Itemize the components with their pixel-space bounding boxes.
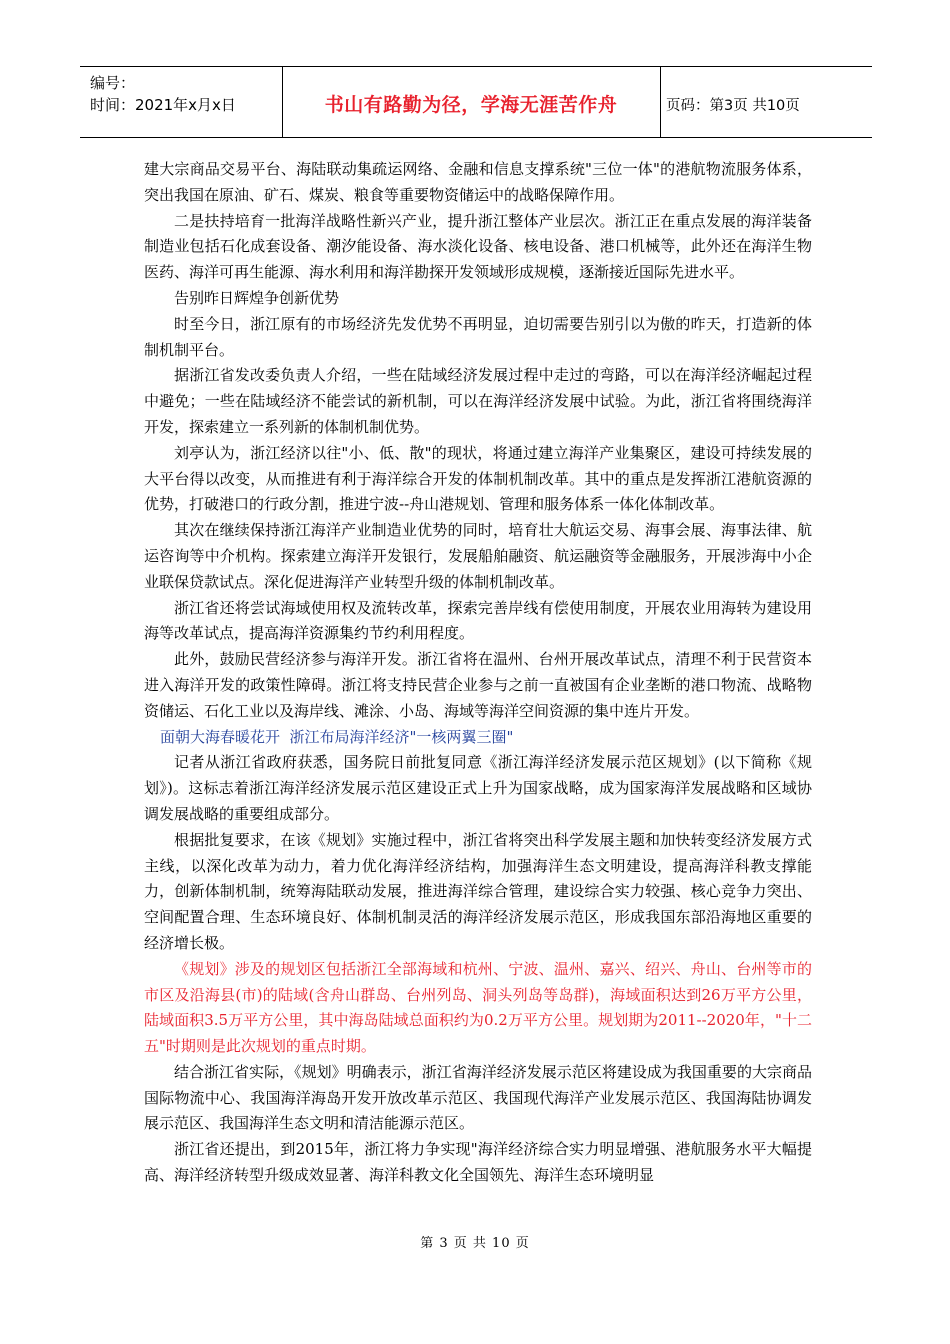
paragraph: 建大宗商品交易平台、海陆联动集疏运网络、金融和信息支撑系统"三位一体"的港航物流服务体系，突出我国在原油、矿石、煤炭、粮食等重要物资储运中的战略保障作用。 <box>144 160 812 204</box>
paragraph: 其次在继续保持浙江海洋产业制造业优势的同时，培育壮大航运交易、海事会展、海事法律、航运咨询等中介机构。探索建立海洋开发银行，发展船舶融资、航运融资等金融服务，开展涉海中小企业联保贷款试点。深化促进海洋产业转型升级的体制机制改革。 <box>144 521 812 591</box>
paragraph: 记者从浙江省政府获悉，国务院日前批复同意《浙江海洋经济发展示范区规划》(以下简称《规划》)。这标志着浙江海洋经济发展示范区建设正式上升为国家战略，成为国家海洋发展战略和区域协调发展战略的重要组成部分。 <box>144 753 812 823</box>
page-header <box>80 66 872 138</box>
paragraph: 浙江省还提出，到2015年，浙江将力争实现"海洋经济综合实力明显增强、港航服务水平大幅提高、海洋经济转型升级成效显著、海洋科教文化全国领先、海洋生态环境明显 <box>144 1140 812 1185</box>
document-number-label: 编号： <box>90 74 136 92</box>
paragraph: 此外，鼓励民营经济参与海洋开发。浙江省将在温州、台州开展改革试点，清理不利于民营资本进入海洋开发的政策性障碍。浙江将支持民营企业参与之前一直被国有企业垄断的港口物流、战略物资储运、石化工业以及海岸线、滩涂、小岛、海域等海洋空间资源的集中连片开发。 <box>144 650 812 720</box>
header-page-info: 页码：第3页 共10页 <box>666 98 800 114</box>
header-motto: 书山有路勤为径，学海无涯苦作舟 <box>324 94 618 116</box>
header-motto-cell <box>282 67 661 137</box>
document-time-label: 时间：2021年x月x日 <box>90 96 236 114</box>
section-heading: 面朝大海春暖花开 浙江布局海洋经济"一核两翼三圈" <box>160 727 514 746</box>
highlighted-paragraph: 《规划》涉及的规划区包括浙江全部海域和杭州、宁波、温州、嘉兴、绍兴、舟山、台州等市的市区及沿海县(市)的陆域(含舟山群岛、台州列岛、洞头列岛等岛群)，海域面积达到26万平方公里，陆域面积3.5万平方公里，其中海岛陆域总面积约为0.2万平方公里。规划期为2011--2020年，"十二五"时期则是此次规划的重点时期。 <box>144 959 812 1056</box>
paragraph: 刘亭认为，浙江经济以往"小、低、散"的现状，将通过建立海洋产业集聚区，建设可持续发展的大平台得以改变，从而推进有利于海洋综合开发的体制机制改革。其中的重点是发挥浙江港航资源的优势，打破港口的行政分割，推进宁波--舟山港规划、管理和服务体系一体化体制改革。 <box>144 443 812 514</box>
paragraph: 二是扶持培育一批海洋战略性新兴产业，提升浙江整体产业层次。浙江正在重点发展的海洋装备制造业包括石化成套设备、潮汐能设备、海水淡化设备、核电设备、港口机械等，此外还在海洋生物医药、海洋可再生能源、海水利用和海洋勘探开发领域形成规模，逐渐接近国际先进水平。 <box>144 211 812 282</box>
header-info-cell <box>80 67 283 137</box>
paragraph: 结合浙江省实际，《规划》明确表示，浙江省海洋经济发展示范区将建设成为我国重要的大宗商品国际物流中心、我国海洋海岛开发开放改革示范区、我国现代海洋产业发展示范区、我国海陆协调发展示范区、我国海洋生态文明和清洁能源示范区。 <box>144 1062 812 1133</box>
paragraph: 时至今日，浙江原有的市场经济先发优势不再明显，迫切需要告别引以为傲的昨天，打造新的体制机制平台。 <box>144 314 812 359</box>
paragraph: 根据批复要求，在该《规划》实施过程中，浙江省将突出科学发展主题和加快转变经济发展方式主线，以深化改革为动力，着力优化海洋经济结构，加强海洋生态文明建设，提高海洋科教支撑能力，创新体制机制，统筹海陆联动发展，推进海洋综合管理，建设综合实力较强、核心竞争力突出、空间配置合理、生态环境良好、体制机制灵活的海洋经济发展示范区，形成我国东部沿海地区重要的经济增长极。 <box>144 830 812 952</box>
paragraph: 据浙江省发改委负责人介绍，一些在陆域经济发展过程中走过的弯路，可以在海洋经济崛起过程中避免；一些在陆域经济不能尝试的新机制，可以在海洋经济发展中试验。为此，浙江省将围绕海洋开发，探索建立一系列新的体制机制优势。 <box>144 366 812 436</box>
paragraph: 浙江省还将尝试海域使用权及流转改革，探索完善岸线有偿使用制度，开展农业用海转为建设用海等改革试点，提高海洋资源集约节约利用程度。 <box>144 598 812 643</box>
section-subtitle: 告别昨日辉煌争创新优势 <box>174 288 340 307</box>
page-footer: 第 3 页 共 10 页 <box>420 1236 530 1251</box>
header-page-cell <box>660 67 872 137</box>
document-body <box>144 157 812 1189</box>
